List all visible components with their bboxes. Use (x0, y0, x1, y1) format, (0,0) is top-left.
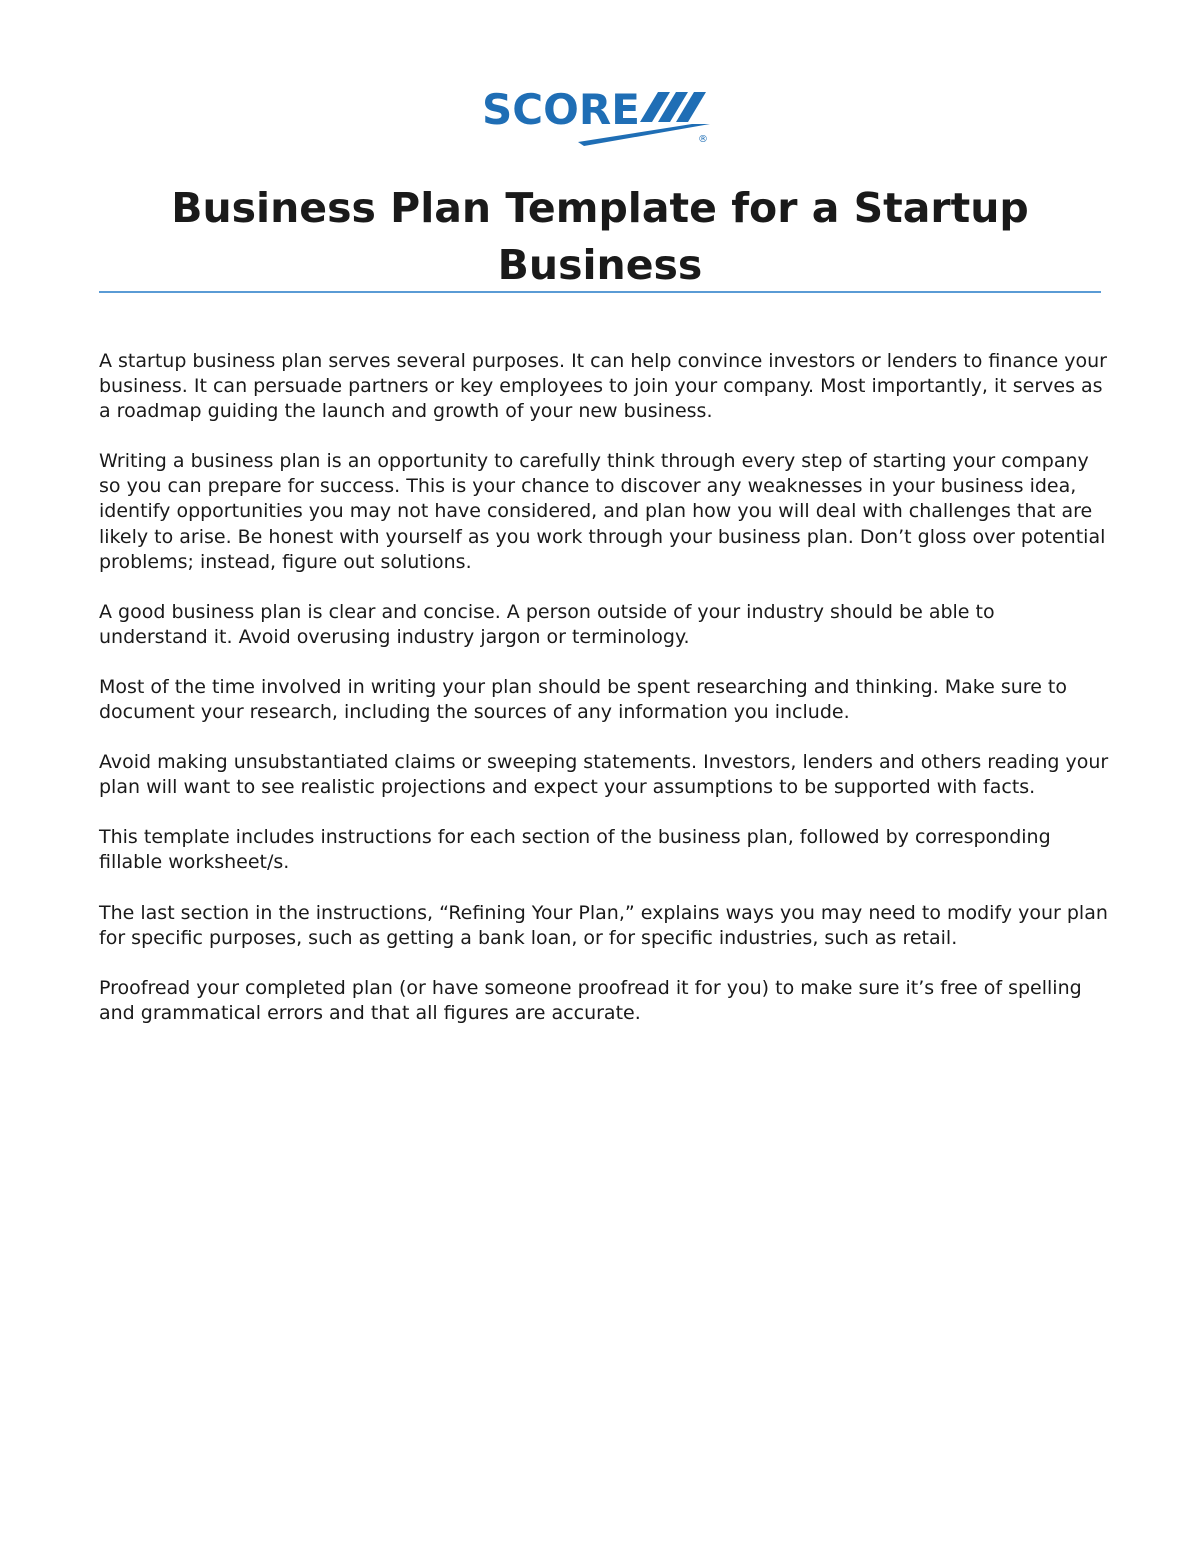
document-title: Business Plan Template for a Startup Business (171, 184, 1029, 289)
score-logo-graphic (480, 86, 720, 150)
score-logo-text: SCORE (482, 86, 640, 134)
body-paragraph-clarity: A good business plan is clear and concise. A person outside of your industry should be able to understand it. Avoid overusing industry jargon or terminology. (99, 600, 995, 648)
score-logo (480, 86, 720, 150)
body-paragraph-proofread: Proofread your completed plan (or have someone proofread it for you) to make sure it’s free of spelling and grammatical errors and that all figures are accurate. (99, 976, 1082, 1024)
body-paragraph-refining: The last section in the instructions, “Refining Your Plan,” explains ways you may need to modify your plan for specific purposes, such as getting a bank loan, or for specific industries, such as retail. (99, 901, 1108, 949)
title-divider (99, 291, 1101, 293)
body-paragraph-purpose: A startup business plan serves several purposes. It can help convince investors or lenders to finance your business. It can persuade partners or key employees to join your company. Most importantly, it serves as a roadmap guiding the launch and growth of your new business. (99, 350, 1107, 423)
registered-mark: ® (698, 134, 708, 145)
body-paragraph-opportunity: Writing a business plan is an opportunity to carefully think through every step of starting your company so you can prepare for success. This is your chance to discover any weaknesses in your business idea, identify opportunities you may not have considered, and plan how you will deal with challenges that are likely to arise. Be honest with yourself as you work through your business plan. Don’t gloss over potential problems; instead, figure out solutions. (99, 450, 1106, 573)
body-paragraph-claims: Avoid making unsubstantiated claims or sweeping statements. Investors, lenders and others reading your plan will want to see realistic projections and expect your assumptions to be supported with facts. (99, 751, 1109, 799)
body-paragraph-research: Most of the time involved in writing your plan should be spent researching and thinking. Make sure to document your research, including the sources of any information you include. (99, 675, 1067, 724)
document-body (99, 349, 1109, 1051)
body-paragraph-template: This template includes instructions for each section of the business plan, followed by corresponding fillable worksheet/s. (99, 826, 1051, 874)
